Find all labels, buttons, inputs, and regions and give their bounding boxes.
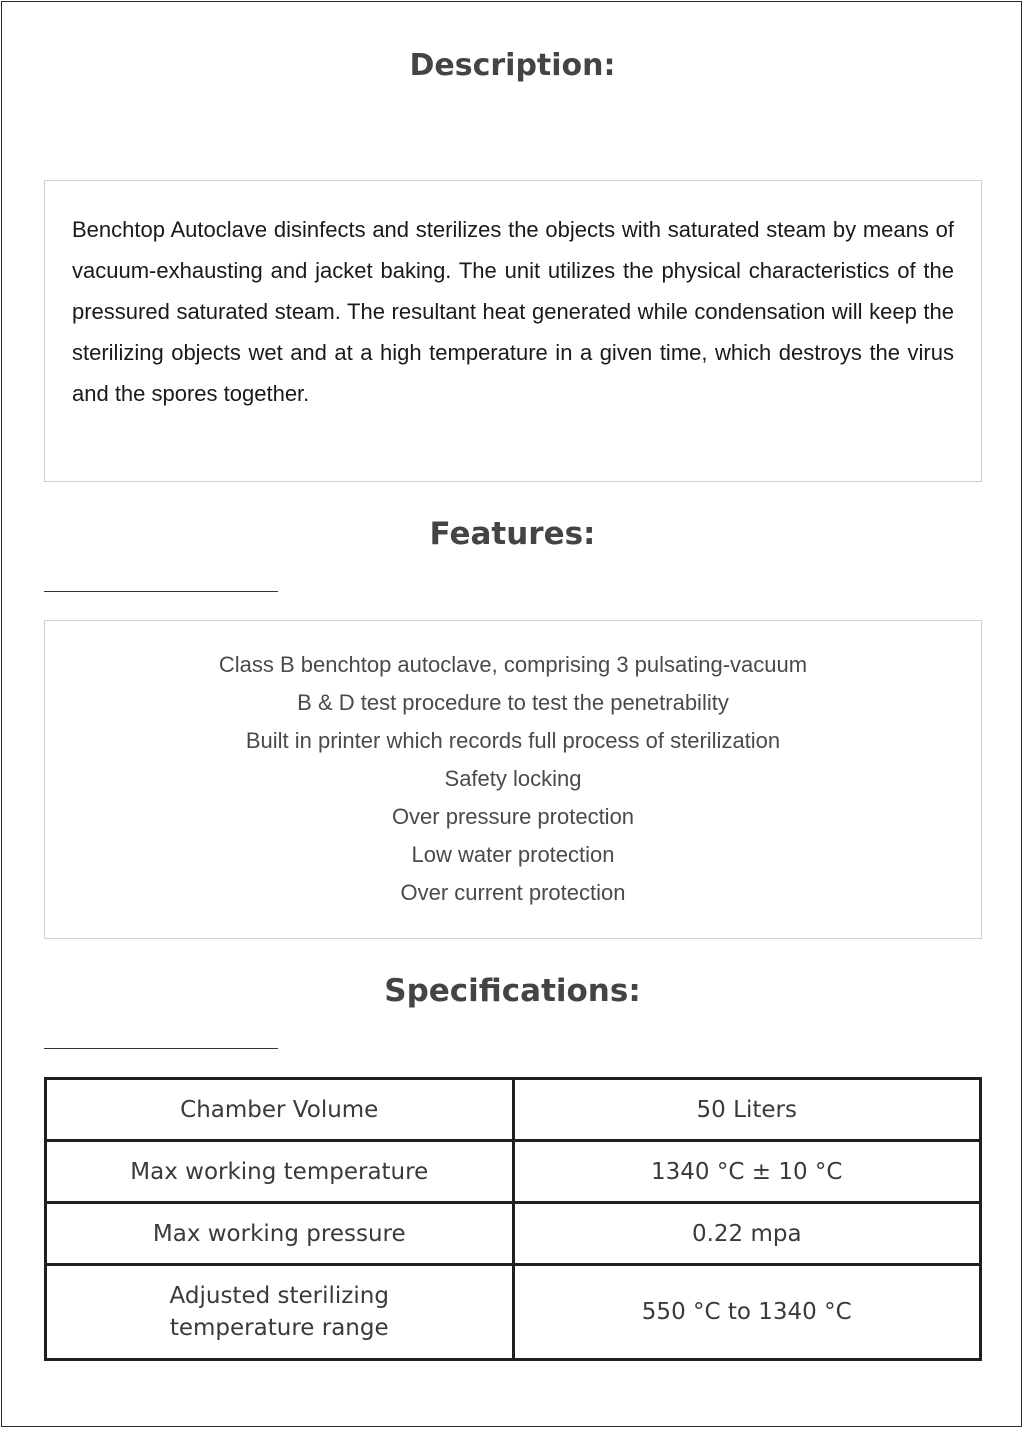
features-box [44,620,982,939]
table-row [46,1203,981,1265]
feature-item: Over pressure protection [391,804,635,829]
table-row [46,1079,981,1141]
specifications-title: Specifications: [384,973,641,1009]
description-box [44,180,982,482]
table-row [46,1265,981,1360]
feature-item: Safety locking [444,766,582,791]
specifications-divider [44,1048,278,1049]
description-text: Benchtop Autoclave disinfects and sterilizes the objects with saturated steam by means of vacuum-exhausting and jacket baking. The unit utilizes the physical characteristics of the pressured saturated steam. The resultant heat generated while condensation will keep the sterilizing objects wet and at a high temperature in a given time, which destroys the virus and the spores together. [72,217,954,406]
spec-label: Max working temperature [46,1141,514,1203]
feature-item: B & D test procedure to test the penetrability [297,690,729,715]
features-title: Features: [429,516,596,552]
specifications-table [44,1077,982,1361]
spec-label: Chamber Volume [46,1079,514,1141]
page [1,1,1022,1427]
features-divider [44,591,278,592]
feature-item: Built in printer which records full process of sterilization [245,728,781,753]
spec-value: 50 Liters [513,1079,981,1141]
feature-item: Over current protection [400,880,626,905]
feature-item: Low water protection [411,842,615,867]
spec-label: Max working pressure [46,1203,514,1265]
spec-label: Adjusted sterilizing temperature range [46,1265,514,1360]
description-title: Description: [409,48,616,83]
spec-value: 550 °C to 1340 °C [513,1265,981,1360]
table-row [46,1141,981,1203]
spec-value: 0.22 mpa [513,1203,981,1265]
spec-value: 1340 °C ± 10 °C [513,1141,981,1203]
feature-item: Class B benchtop autoclave, comprising 3 pulsating-vacuum [218,652,808,677]
